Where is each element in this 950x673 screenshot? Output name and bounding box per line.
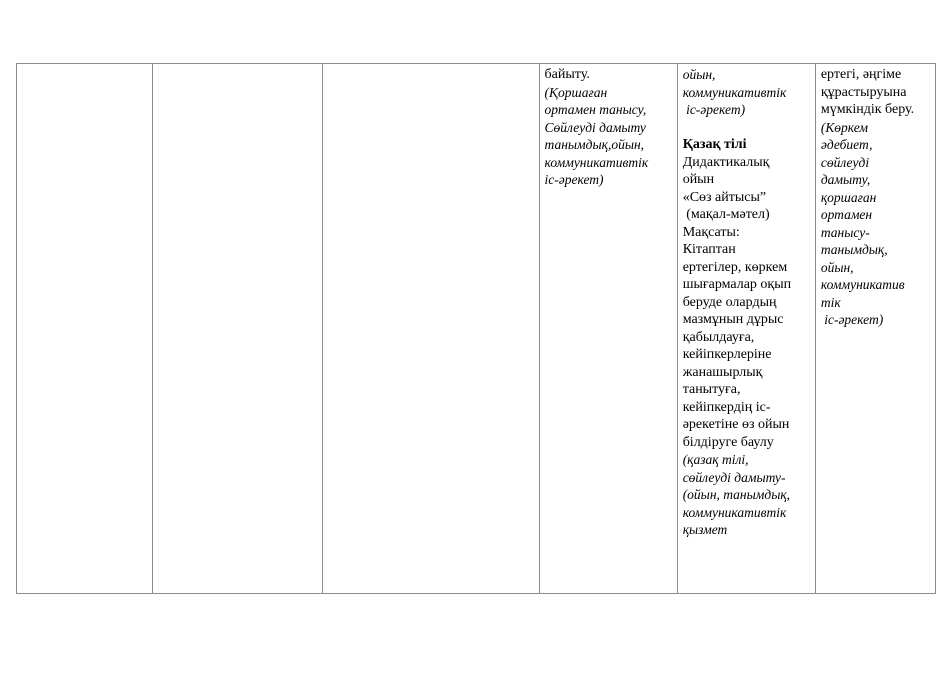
cell-text: ойын <box>682 172 715 187</box>
cell-text: Сөйлеуді дамыту <box>544 119 646 135</box>
cell-text: Дидактикалық <box>682 154 770 170</box>
cell-text: жанашырлық <box>682 364 763 380</box>
cell-text: коммуникативтік <box>544 154 649 170</box>
cell-text: ойын, <box>682 67 716 82</box>
section-heading: Қазақ тілі <box>682 137 747 152</box>
cell-text: қызмет <box>682 522 728 537</box>
cell-text: іс-әрекет) <box>544 172 604 187</box>
cell-text: құрастыруына <box>820 84 907 100</box>
cell-text: танысу- <box>820 224 870 240</box>
cell-text: ойын, <box>820 259 854 275</box>
plan-table <box>16 63 936 594</box>
cell-text: кейіпкерлеріне <box>682 347 772 362</box>
cell-text: ортамен <box>820 207 873 222</box>
table-cell-6 <box>815 64 935 594</box>
cell-text: ертегілер, көркем <box>682 259 788 275</box>
cell-text: іс-әрекет) <box>820 312 884 327</box>
cell-text: дамыту, <box>820 172 871 187</box>
cell-text: беруде олардың <box>682 294 777 310</box>
cell-text: (қазақ тілі, <box>682 452 749 467</box>
cell-text: (Қоршаған <box>544 84 608 100</box>
cell-text: (ойын, танымдық, <box>682 487 791 502</box>
table-row <box>17 64 936 594</box>
cell-text: мазмұнын дұрыс <box>682 312 784 327</box>
spacer <box>683 119 810 137</box>
cell-text: әрекетіне өз ойын <box>682 417 790 432</box>
cell-text: коммуникатив <box>820 277 905 292</box>
cell-text: танытуға, <box>682 382 741 397</box>
cell-text: Мақсаты: <box>682 224 740 240</box>
cell-text: сөйлеуді <box>820 154 870 170</box>
table-cell-2 <box>153 64 323 594</box>
table-cell-4 <box>539 64 677 594</box>
cell-text: қабылдауға, <box>682 329 755 345</box>
cell-text: тік <box>820 294 841 310</box>
table-cell-5 <box>677 64 815 594</box>
cell-text: қоршаған <box>820 189 877 205</box>
cell-text: коммуникативтік <box>682 504 787 520</box>
table-cell-3 <box>323 64 539 594</box>
cell-text: әдебиет, <box>820 137 873 152</box>
cell-text: шығармалар оқып <box>682 277 792 292</box>
cell-text: «Сөз айтысы” <box>682 189 767 205</box>
cell-text: Кітаптан <box>682 242 736 257</box>
cell-text: байыту. <box>544 67 590 82</box>
cell-text: сөйлеуді дамыту- <box>682 469 786 485</box>
cell-text: танымдық,ойын, <box>544 137 645 152</box>
cell-text: (мақал-мәтел) <box>682 207 770 222</box>
cell-text: мүмкіндік беру. <box>820 102 915 117</box>
cell-text: танымдық, <box>820 242 888 257</box>
cell-text: (Көркем <box>820 119 869 135</box>
table-cell-1 <box>17 64 153 594</box>
cell-text: коммуникативтік <box>682 84 787 100</box>
cell-text: ертегі, әңгіме <box>820 67 902 82</box>
cell-text: ортамен танысу, <box>544 102 647 117</box>
cell-text: білдіруге баулу <box>682 434 774 450</box>
cell-text: кейіпкердің іс- <box>682 399 771 415</box>
cell-text: іс-әрекет) <box>682 102 746 117</box>
